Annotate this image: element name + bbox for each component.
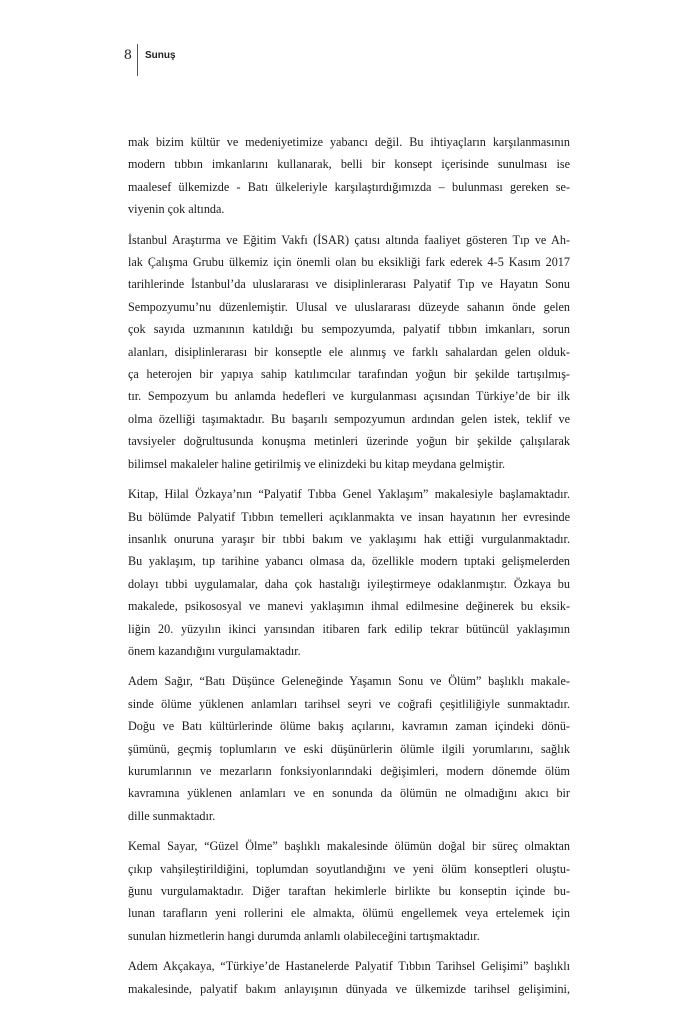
text-line: Doğu ve Batı kültürlerinde ölüme bakış açılarını, kavramın zaman içindeki dönü-: [128, 719, 570, 734]
paragraph: [128, 483, 570, 662]
text-line: tarihlerinde İstanbul’da uluslararası ve disiplinlerarası Palyatif Tıp ve Hayatın Sonu: [128, 277, 570, 292]
text-line: lunan tarafların yeni rollerini ele almakta, ölümü engellemek veya ertelemek için: [128, 906, 570, 921]
text-line: dolayı tıbbi uygulamalar, daha çok hastalığı iyileştirmeye odaklanmıştır. Özkaya bu: [128, 576, 570, 591]
paragraph: [128, 229, 570, 475]
text-line: maalesef ülkemizde - Batı ülkeleriyle karşılaştırdığımızda – bulunması gereken se-: [128, 179, 570, 194]
text-line: makalede, psikososyal ve manevi yaklaşımın ihmal edilmesine değinerek bu eksik-: [128, 599, 570, 614]
header-divider: [137, 44, 138, 76]
text-line: Kemal Sayar, “Güzel Ölme” başlıklı makalesinde ölümün doğal bir süreç olmaktan: [128, 839, 570, 854]
text-line: kavramına yüklenen anlamları ve en sonunda da ölümün ne olmadığını akıcı bir: [128, 786, 570, 801]
text-line: modern tıbbın imkanlarını kullanarak, belli bir konsept içerisinde sunulması ise: [128, 157, 570, 172]
text-line: ğunu vurgulamaktadır. Diğer taraftan hekimlerle birlikte bu konseptin içinde bu-: [128, 884, 570, 898]
text-line: makalesinde, palyatif bakım anlayışının dünyada ve ülkemizde tarihsel gelişimini,: [128, 981, 570, 996]
text-line: olma özelliği taşımaktadır. Bu başarılı sempozyumun ardından gelen istek, teklif ve: [128, 411, 570, 426]
paragraph: [128, 835, 570, 947]
paragraph: [128, 670, 570, 827]
text-line: ça heterojen bir yapıya sahip katılımcılar tarafından yoğun bir şekilde tartışılmış-: [128, 367, 570, 382]
text-line: Kitap, Hilal Özkaya’nın “Palyatif Tıbba Genel Yaklaşım” makalesiyle başlamaktadır.: [128, 487, 570, 502]
text-line: Adem Akçakaya, “Türkiye’de Hastanelerde Palyatif Tıbbın Tarihsel Gelişimi” başlıklı: [128, 959, 570, 974]
text-line: sinde ölüme yüklenen anlamları tarihsel seyri ve coğrafi çeşitliliğiyle sunmaktadır.: [128, 696, 570, 711]
body-text: [128, 131, 570, 1008]
paragraph: [128, 955, 570, 1000]
text-line: tır. Sempozyum bu anlamda hedefleri ve kurgulanması açısından Türkiye’de bir ilk: [128, 389, 570, 404]
text-line: çıkıp vahşileştirildiğini, toplumdan soyutlandığını ve yeni ölüm konseptleri oluştu-: [128, 861, 570, 876]
text-line: İstanbul Araştırma ve Eğitim Vakfı (İSAR) çatısı altında faaliyet gösteren Tıp ve Ah-: [128, 232, 570, 247]
text-line: alanları, disiplinlerarası bir konseptle ele alınmış ve farklı sahalardan gelen olduk-: [128, 344, 570, 359]
text-line: şümünü, geçmiş toplumların ve eski düşünürlerin ölümle ilgili yorumlarını, sağlık: [128, 741, 570, 756]
text-line: mak bizim kültür ve medeniyetimize yabancı değil. Bu ihtiyaçların karşılanmasının: [128, 135, 570, 149]
text-line: önem kazandığını vurgulamaktadır.: [128, 643, 301, 658]
text-line: Bu bölümde Palyatif Tıbbın temelleri açıklanmakta ve insan hayatının her evresinde: [128, 509, 570, 524]
paragraph: [128, 131, 570, 221]
text-line: tavsiyeler doğrultusunda konuşma metinleri üzerinde yoğun bir şekilde çalışılarak: [128, 434, 570, 449]
text-line: Sempozyumu’nu düzenlemiştir. Ulusal ve uluslararası düzeyde sahanın önde gelen: [128, 299, 570, 314]
text-line: lak Çalışma Grubu ülkemiz için önemli olan bu eksikliği fark ederek 4-5 Kasım 2017: [128, 255, 570, 270]
text-line: çok sayıda uzmanının katıldığı bu sempozyumda, palyatif tıbbın imkanları, sorun: [128, 322, 570, 337]
text-line: insanlık onuruna yaraşır bir tıbbi bakım ve yaklaşımı hak ettiği vurgulanmaktadır.: [128, 531, 570, 546]
section-title: Sunuş: [145, 50, 176, 61]
running-header: [0, 44, 698, 74]
text-line: Bu yaklaşım, tıp tarihine yabancı olmasa da, özellikle modern tıptaki gelişmelerden: [128, 554, 570, 569]
text-line: viyenin çok altında.: [128, 202, 225, 217]
page-number: 8: [123, 48, 132, 63]
text-line: dille sunmaktadır.: [128, 808, 216, 823]
text-line: bilimsel makaleler haline getirilmiş ve elinizdeki bu kitap meydana gelmiştir.: [128, 456, 506, 471]
text-line: kurumlarının ve mezarların fonksiyonlarındaki değişimleri, modern dönemde ölüm: [128, 763, 570, 778]
text-line: Adem Sağır, “Batı Düşünce Geleneğinde Yaşamın Sonu ve Ölüm” başlıklı makale-: [128, 674, 570, 689]
text-line: sunulan hizmetlerin hangi durumda anlamlı olabileceğini tartışmaktadır.: [128, 928, 480, 943]
text-line: liğin 20. yüzyılın ikinci yarısından itibaren fark edilip tekrar bütüncül yaklaşımın: [128, 621, 570, 636]
